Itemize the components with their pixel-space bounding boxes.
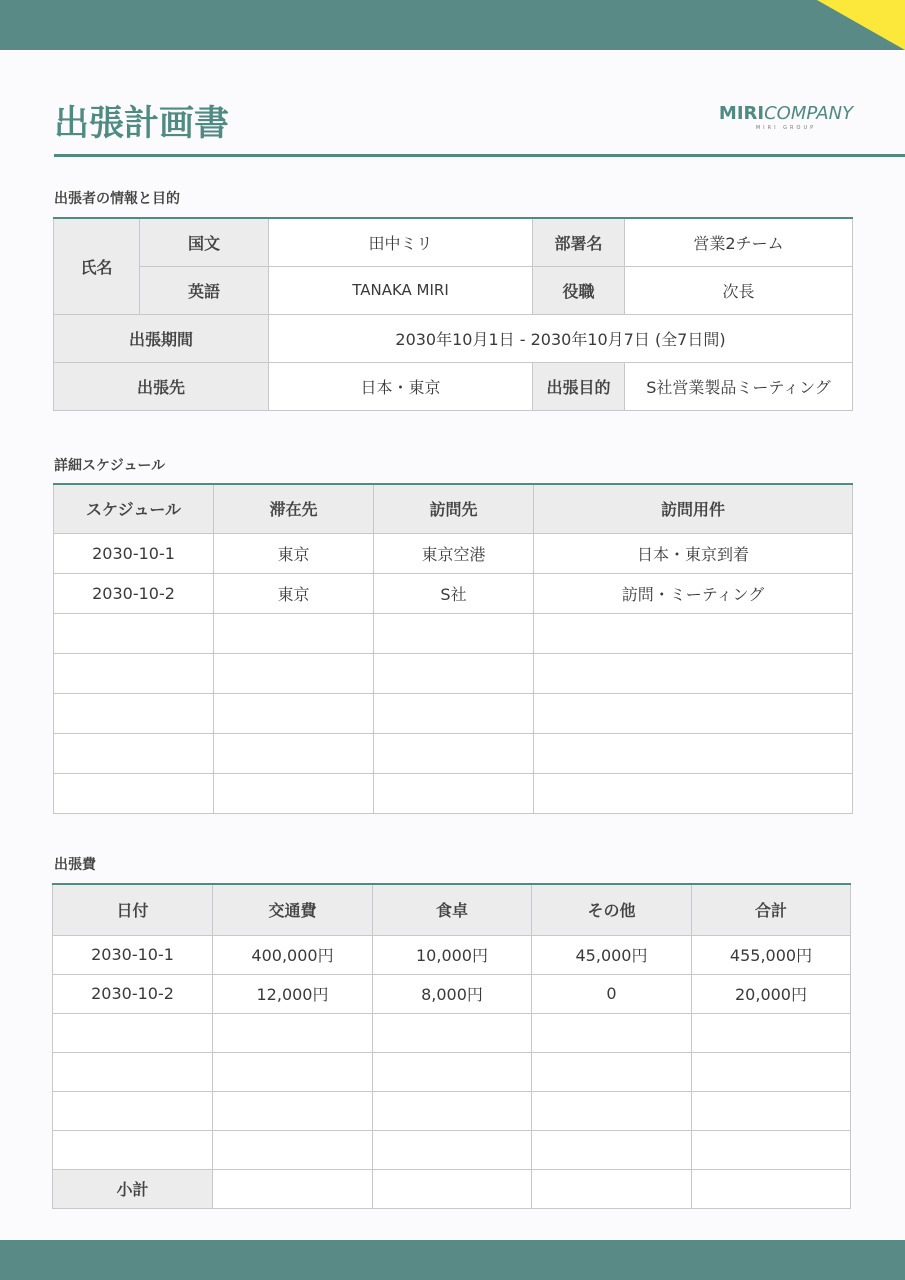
table-cell[interactable] <box>373 1013 532 1052</box>
native-name-value[interactable]: 田中ミリ <box>269 218 533 266</box>
table-cell[interactable] <box>213 1013 373 1052</box>
table-cell[interactable] <box>534 733 853 773</box>
destination-value[interactable]: 日本・東京 <box>269 362 533 410</box>
table-cell[interactable]: 400,000円 <box>213 935 373 974</box>
document-title: 出張計画書 <box>54 104 230 144</box>
table-cell[interactable]: 東京 <box>214 533 374 573</box>
english-name-label: 英語 <box>140 266 269 314</box>
subtotal-meals[interactable] <box>373 1169 532 1208</box>
schedule-header-row <box>54 484 853 533</box>
column-header-schedule: スケジュール <box>54 484 214 533</box>
table-cell[interactable] <box>373 1052 532 1091</box>
period-label: 出張期間 <box>54 314 269 362</box>
table-cell[interactable] <box>54 733 214 773</box>
table-cell[interactable] <box>373 1091 532 1130</box>
purpose-value[interactable]: S社営業製品ミーティング <box>625 362 853 410</box>
department-label: 部署名 <box>533 218 625 266</box>
table-cell[interactable] <box>374 693 534 733</box>
table-cell[interactable] <box>213 1052 373 1091</box>
purpose-label: 出張目的 <box>533 362 625 410</box>
table-cell[interactable]: 訪問・ミーティング <box>534 573 853 613</box>
table-cell[interactable]: 東京 <box>214 573 374 613</box>
table-row <box>54 773 853 813</box>
table-cell[interactable]: 45,000円 <box>532 935 692 974</box>
table-row <box>54 533 853 573</box>
table-cell[interactable] <box>534 693 853 733</box>
table-row <box>54 653 853 693</box>
table-cell[interactable] <box>692 1091 851 1130</box>
subtotal-total[interactable] <box>692 1169 851 1208</box>
expenses-table <box>52 883 851 1209</box>
section-label-info: 出張者の情報と目的 <box>54 191 180 207</box>
table-cell[interactable] <box>54 653 214 693</box>
table-row <box>53 1013 851 1052</box>
table-cell[interactable]: 10,000円 <box>373 935 532 974</box>
schedule-table <box>53 483 853 814</box>
table-cell[interactable] <box>692 1052 851 1091</box>
section-label-schedule: 詳細スケジュール <box>54 458 166 474</box>
table-row <box>54 573 853 613</box>
native-name-label: 国文 <box>140 218 269 266</box>
table-cell[interactable]: 0 <box>532 974 692 1013</box>
subtotal-row <box>53 1169 851 1208</box>
table-row <box>54 733 853 773</box>
destination-label: 出張先 <box>54 362 269 410</box>
logo-wordmark: COMPANY <box>764 103 854 124</box>
column-header-stay: 滞在先 <box>214 484 374 533</box>
table-cell[interactable]: S社 <box>374 573 534 613</box>
title-divider <box>54 154 905 157</box>
table-cell[interactable] <box>534 613 853 653</box>
column-header-other: その他 <box>532 884 692 935</box>
table-cell[interactable] <box>374 613 534 653</box>
column-header-total: 合計 <box>692 884 851 935</box>
table-cell[interactable] <box>532 1091 692 1130</box>
corner-accent-triangle <box>817 0 905 50</box>
logo-mark: MIRI <box>718 103 765 124</box>
table-cell[interactable]: 東京空港 <box>374 533 534 573</box>
table-cell[interactable]: 2030-10-2 <box>54 573 214 613</box>
table-row <box>54 693 853 733</box>
expenses-header-row <box>53 884 851 935</box>
table-cell[interactable] <box>374 733 534 773</box>
table-cell[interactable] <box>213 1091 373 1130</box>
bottom-banner <box>0 1240 905 1280</box>
table-row <box>53 1091 851 1130</box>
table-cell[interactable] <box>373 1130 532 1169</box>
table-row <box>53 1130 851 1169</box>
table-row <box>54 613 853 653</box>
subtotal-transport[interactable] <box>213 1169 373 1208</box>
table-cell[interactable] <box>53 1013 213 1052</box>
table-cell[interactable] <box>53 1052 213 1091</box>
subtotal-other[interactable] <box>532 1169 692 1208</box>
table-cell[interactable] <box>54 773 214 813</box>
column-header-meals: 食卓 <box>373 884 532 935</box>
table-cell[interactable] <box>532 1130 692 1169</box>
table-cell[interactable] <box>214 653 374 693</box>
table-cell[interactable]: 12,000円 <box>213 974 373 1013</box>
table-cell[interactable] <box>692 1013 851 1052</box>
english-name-value[interactable]: TANAKA MIRI <box>269 266 533 314</box>
table-cell[interactable] <box>213 1130 373 1169</box>
table-cell[interactable]: 8,000円 <box>373 974 532 1013</box>
position-label: 役職 <box>533 266 625 314</box>
subtotal-label: 小計 <box>53 1169 213 1208</box>
table-cell[interactable] <box>214 693 374 733</box>
table-cell[interactable] <box>374 773 534 813</box>
table-cell[interactable] <box>54 613 214 653</box>
column-header-visit-place: 訪問先 <box>374 484 534 533</box>
column-header-date: 日付 <box>53 884 213 935</box>
table-cell[interactable] <box>53 1130 213 1169</box>
table-cell[interactable] <box>532 1013 692 1052</box>
top-banner <box>0 0 905 50</box>
column-header-visit-purpose: 訪問用件 <box>534 484 853 533</box>
table-cell[interactable] <box>54 693 214 733</box>
table-cell[interactable] <box>53 1091 213 1130</box>
traveler-info-table <box>53 217 853 411</box>
table-cell[interactable]: 2030-10-1 <box>54 533 214 573</box>
position-value[interactable]: 次長 <box>625 266 853 314</box>
table-cell[interactable] <box>374 653 534 693</box>
table-row <box>53 974 851 1013</box>
column-header-transport: 交通費 <box>213 884 373 935</box>
table-cell[interactable] <box>214 613 374 653</box>
table-cell[interactable] <box>534 653 853 693</box>
table-cell[interactable]: 2030-10-2 <box>53 974 213 1013</box>
company-logo <box>716 104 856 136</box>
name-label: 氏名 <box>54 218 140 314</box>
table-cell[interactable]: 2030-10-1 <box>53 935 213 974</box>
table-cell[interactable] <box>214 733 374 773</box>
table-cell[interactable] <box>532 1052 692 1091</box>
table-cell[interactable] <box>214 773 374 813</box>
department-value[interactable]: 営業2チーム <box>625 218 853 266</box>
period-value[interactable]: 2030年10月1日 - 2030年10月7日 (全7日間) <box>269 314 853 362</box>
table-row <box>53 935 851 974</box>
table-cell[interactable] <box>692 1130 851 1169</box>
table-row <box>53 1052 851 1091</box>
logo-subtitle: MIRI GROUP <box>755 125 817 131</box>
table-cell[interactable] <box>534 773 853 813</box>
table-cell[interactable]: 20,000円 <box>692 974 851 1013</box>
table-cell[interactable]: 日本・東京到着 <box>534 533 853 573</box>
section-label-expenses: 出張費 <box>54 857 96 873</box>
table-cell[interactable]: 455,000円 <box>692 935 851 974</box>
